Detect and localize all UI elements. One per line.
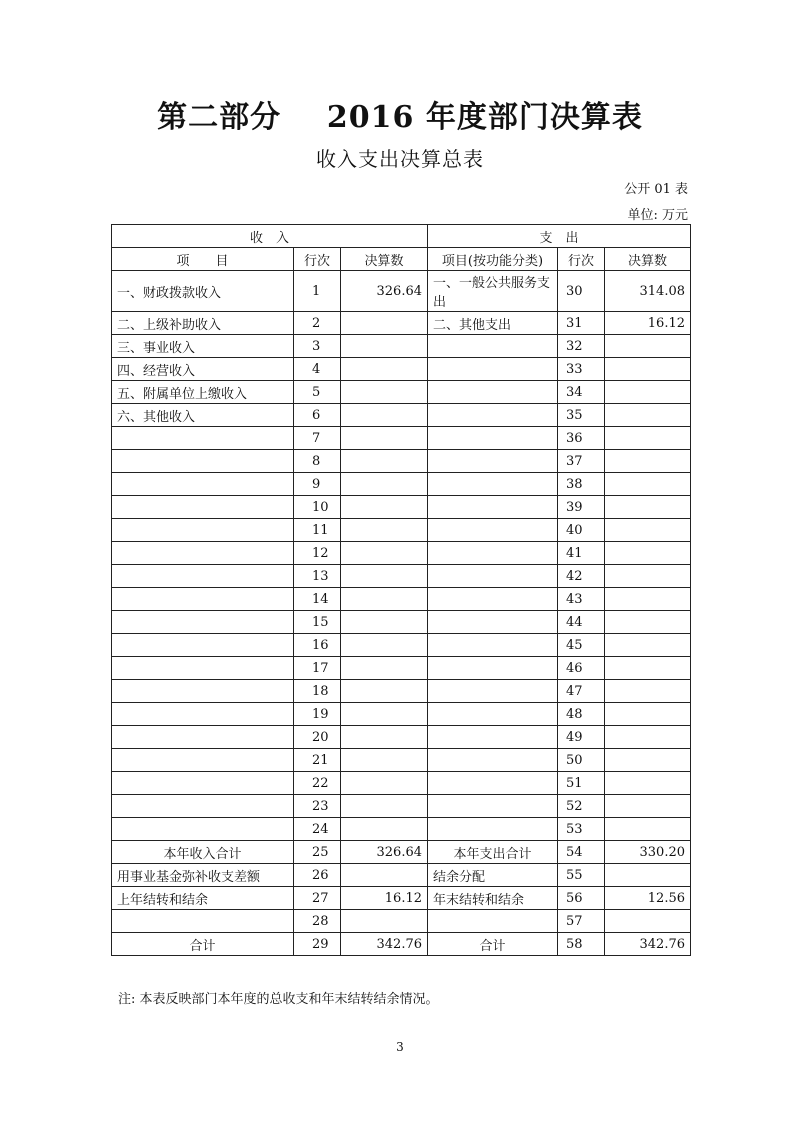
income-amount-cell: [341, 910, 428, 933]
expense-item-cell: [428, 335, 558, 358]
income-amount-cell: [341, 749, 428, 772]
expense-item-cell: [428, 818, 558, 841]
income-amount-cell: 16.12: [341, 887, 428, 910]
table-row: [112, 887, 691, 910]
income-amount-cell: [341, 473, 428, 496]
income-item-cell: [112, 772, 294, 795]
income-amount-cell: [341, 496, 428, 519]
expense-amount-cell: [605, 335, 691, 358]
expense-line-cell: 34: [558, 381, 605, 404]
expense-item-cell: [428, 381, 558, 404]
income-item-cell: [112, 565, 294, 588]
income-amount-cell: [341, 427, 428, 450]
expense-line-cell: 30: [558, 271, 605, 312]
income-line-cell: 15: [294, 611, 341, 634]
income-item-cell: [112, 795, 294, 818]
expense-amount-cell: [605, 611, 691, 634]
income-line-header: 行次: [294, 248, 341, 271]
expense-amount-cell: [605, 726, 691, 749]
income-item-cell: 上年结转和结余: [112, 887, 294, 910]
income-item-cell: [112, 703, 294, 726]
income-line-cell: 10: [294, 496, 341, 519]
expense-line-cell: 35: [558, 404, 605, 427]
table-row: [112, 772, 691, 795]
expense-amount-cell: [605, 749, 691, 772]
expense-item-cell: [428, 703, 558, 726]
expense-amount-cell: [605, 358, 691, 381]
expense-item-cell: [428, 795, 558, 818]
table-row: [112, 634, 691, 657]
column-header-row: [112, 248, 691, 271]
income-amount-cell: [341, 312, 428, 335]
expense-amount-cell: [605, 588, 691, 611]
income-item-cell: [112, 634, 294, 657]
expense-item-cell: [428, 657, 558, 680]
income-line-cell: 9: [294, 473, 341, 496]
table-row: [112, 726, 691, 749]
expense-amount-cell: 314.08: [605, 271, 691, 312]
table-row: [112, 404, 691, 427]
expense-item-cell: [428, 680, 558, 703]
income-item-cell: [112, 496, 294, 519]
income-line-cell: 4: [294, 358, 341, 381]
income-item-cell: [112, 611, 294, 634]
expense-item-cell: [428, 404, 558, 427]
income-line-cell: 14: [294, 588, 341, 611]
income-item-cell: [112, 818, 294, 841]
income-line-cell: 6: [294, 404, 341, 427]
expense-item-cell: [428, 910, 558, 933]
expense-item-cell: [428, 496, 558, 519]
income-amount-cell: [341, 358, 428, 381]
expense-amount-cell: [605, 473, 691, 496]
expense-line-cell: 46: [558, 657, 605, 680]
income-line-cell: 11: [294, 519, 341, 542]
income-item-cell: 用事业基金弥补收支差额: [112, 864, 294, 887]
expense-item-cell: [428, 726, 558, 749]
expense-item-cell: [428, 519, 558, 542]
expense-amount-cell: [605, 818, 691, 841]
expense-item-cell: 年末结转和结余: [428, 887, 558, 910]
expense-line-cell: 44: [558, 611, 605, 634]
income-line-cell: 17: [294, 657, 341, 680]
expense-line-cell: 40: [558, 519, 605, 542]
income-line-cell: 19: [294, 703, 341, 726]
income-amount-cell: [341, 611, 428, 634]
income-item-cell: [112, 910, 294, 933]
expense-amount-cell: 330.20: [605, 841, 691, 864]
expense-amount-cell: [605, 404, 691, 427]
expense-line-cell: 43: [558, 588, 605, 611]
income-item-cell: [112, 473, 294, 496]
expense-amount-cell: [605, 427, 691, 450]
income-amount-cell: [341, 657, 428, 680]
income-item-cell: 五、附属单位上缴收入: [112, 381, 294, 404]
table-row: [112, 910, 691, 933]
income-section-header: 收 入: [112, 225, 428, 248]
expense-line-cell: 33: [558, 358, 605, 381]
income-item-cell: [112, 519, 294, 542]
table-row: [112, 864, 691, 887]
income-item-cell: [112, 657, 294, 680]
table-row: [112, 271, 691, 312]
income-line-cell: 7: [294, 427, 341, 450]
income-item-cell: 四、经营收入: [112, 358, 294, 381]
income-line-cell: 26: [294, 864, 341, 887]
table-row: [112, 818, 691, 841]
expense-section-header: 支 出: [428, 225, 691, 248]
income-line-cell: 22: [294, 772, 341, 795]
table-row: [112, 427, 691, 450]
expense-amount-cell: [605, 703, 691, 726]
income-amount-cell: [341, 864, 428, 887]
expense-item-cell: 一、一般公共服务支出: [428, 271, 558, 312]
income-amount-cell: [341, 565, 428, 588]
table-row: [112, 749, 691, 772]
expense-line-header: 行次: [558, 248, 605, 271]
table-row: [112, 565, 691, 588]
expense-amount-cell: [605, 565, 691, 588]
expense-item-cell: [428, 358, 558, 381]
income-line-cell: 25: [294, 841, 341, 864]
expense-item-cell: 二、其他支出: [428, 312, 558, 335]
expense-amount-cell: [605, 657, 691, 680]
unit-label: 单位: 万元: [627, 208, 688, 223]
footnote: 注: 本表反映部门本年度的总收支和年末结转结余情况。: [118, 992, 439, 1007]
expense-item-cell: [428, 634, 558, 657]
income-amount-cell: [341, 381, 428, 404]
income-amount-cell: [341, 588, 428, 611]
expense-line-cell: 53: [558, 818, 605, 841]
expense-line-cell: 39: [558, 496, 605, 519]
income-line-cell: 8: [294, 450, 341, 473]
section-header-row: [112, 225, 691, 248]
expense-line-cell: 52: [558, 795, 605, 818]
expense-amount-cell: 12.56: [605, 887, 691, 910]
income-item-cell: [112, 542, 294, 565]
income-item-header: 项 目: [112, 248, 294, 271]
table-row: [112, 358, 691, 381]
expense-line-cell: 51: [558, 772, 605, 795]
expense-item-cell: 结余分配: [428, 864, 558, 887]
expense-line-cell: 31: [558, 312, 605, 335]
income-amount-cell: 326.64: [341, 271, 428, 312]
income-item-cell: [112, 450, 294, 473]
expense-amount-cell: [605, 634, 691, 657]
income-line-cell: 5: [294, 381, 341, 404]
table-row: [112, 588, 691, 611]
income-amount-cell: [341, 519, 428, 542]
expense-line-cell: 38: [558, 473, 605, 496]
income-amount-cell: [341, 404, 428, 427]
income-line-cell: 16: [294, 634, 341, 657]
table-row: [112, 335, 691, 358]
expense-item-cell: [428, 611, 558, 634]
income-line-cell: 1: [294, 271, 341, 312]
expense-amount-cell: [605, 519, 691, 542]
table-row: [112, 657, 691, 680]
expense-amount-cell: [605, 450, 691, 473]
income-amount-cell: [341, 542, 428, 565]
income-item-cell: [112, 680, 294, 703]
income-amount-cell: [341, 335, 428, 358]
expense-amount-header: 决算数: [605, 248, 691, 271]
expense-item-cell: 本年支出合计: [428, 841, 558, 864]
table-row: [112, 933, 691, 956]
expense-amount-cell: [605, 910, 691, 933]
expense-line-cell: 37: [558, 450, 605, 473]
income-item-cell: 一、财政拨款收入: [112, 271, 294, 312]
income-item-cell: [112, 749, 294, 772]
expense-line-cell: 36: [558, 427, 605, 450]
income-item-cell: 六、其他收入: [112, 404, 294, 427]
income-item-cell: 三、事业收入: [112, 335, 294, 358]
income-amount-cell: [341, 634, 428, 657]
income-line-cell: 18: [294, 680, 341, 703]
expense-amount-cell: [605, 542, 691, 565]
expense-amount-cell: [605, 496, 691, 519]
expense-amount-cell: [605, 795, 691, 818]
income-amount-cell: [341, 818, 428, 841]
expense-line-cell: 49: [558, 726, 605, 749]
expense-line-cell: 58: [558, 933, 605, 956]
income-line-cell: 27: [294, 887, 341, 910]
expense-line-cell: 32: [558, 335, 605, 358]
expense-line-cell: 55: [558, 864, 605, 887]
expense-item-cell: [428, 427, 558, 450]
income-line-cell: 12: [294, 542, 341, 565]
table-row: [112, 312, 691, 335]
expense-line-cell: 50: [558, 749, 605, 772]
table-row: [112, 473, 691, 496]
table-row: [112, 542, 691, 565]
expense-item-cell: [428, 565, 558, 588]
income-line-cell: 21: [294, 749, 341, 772]
income-amount-header: 决算数: [341, 248, 428, 271]
expense-item-cell: [428, 588, 558, 611]
expense-line-cell: 47: [558, 680, 605, 703]
expense-amount-cell: [605, 381, 691, 404]
income-item-cell: 本年收入合计: [112, 841, 294, 864]
income-amount-cell: 326.64: [341, 841, 428, 864]
expense-line-cell: 57: [558, 910, 605, 933]
table-row: [112, 795, 691, 818]
table-row: [112, 381, 691, 404]
expense-item-cell: [428, 749, 558, 772]
page-number: 3: [396, 1040, 404, 1054]
income-amount-cell: [341, 795, 428, 818]
income-line-cell: 3: [294, 335, 341, 358]
table-row: [112, 611, 691, 634]
income-line-cell: 2: [294, 312, 341, 335]
expense-line-cell: 56: [558, 887, 605, 910]
income-amount-cell: 342.76: [341, 933, 428, 956]
expense-amount-cell: [605, 772, 691, 795]
expense-item-cell: [428, 473, 558, 496]
income-amount-cell: [341, 450, 428, 473]
income-amount-cell: [341, 703, 428, 726]
income-amount-cell: [341, 726, 428, 749]
expense-line-cell: 41: [558, 542, 605, 565]
expense-line-cell: 54: [558, 841, 605, 864]
income-amount-cell: [341, 680, 428, 703]
table-row: [112, 703, 691, 726]
income-line-cell: 20: [294, 726, 341, 749]
income-line-cell: 13: [294, 565, 341, 588]
income-item-cell: [112, 726, 294, 749]
page-title: 第二部分 2016 年度部门决算表: [157, 100, 643, 135]
expense-item-cell: [428, 772, 558, 795]
table-row: [112, 841, 691, 864]
income-line-cell: 29: [294, 933, 341, 956]
budget-table: [111, 224, 691, 956]
form-number: 公开 01 表: [624, 182, 688, 197]
income-line-cell: 23: [294, 795, 341, 818]
table-row: [112, 519, 691, 542]
income-item-cell: [112, 588, 294, 611]
expense-amount-cell: 342.76: [605, 933, 691, 956]
income-item-cell: [112, 427, 294, 450]
expense-item-cell: 合计: [428, 933, 558, 956]
table-body: [112, 271, 691, 956]
expense-item-header: 项目(按功能分类): [428, 248, 558, 271]
income-amount-cell: [341, 772, 428, 795]
income-line-cell: 24: [294, 818, 341, 841]
income-line-cell: 28: [294, 910, 341, 933]
expense-amount-cell: 16.12: [605, 312, 691, 335]
income-item-cell: 二、上级补助收入: [112, 312, 294, 335]
table-row: [112, 680, 691, 703]
expense-line-cell: 45: [558, 634, 605, 657]
table-row: [112, 450, 691, 473]
expense-amount-cell: [605, 864, 691, 887]
table-subtitle: 收入支出决算总表: [316, 147, 484, 171]
income-item-cell: 合计: [112, 933, 294, 956]
expense-line-cell: 42: [558, 565, 605, 588]
expense-line-cell: 48: [558, 703, 605, 726]
expense-item-cell: [428, 542, 558, 565]
expense-item-cell: [428, 450, 558, 473]
table-row: [112, 496, 691, 519]
expense-amount-cell: [605, 680, 691, 703]
